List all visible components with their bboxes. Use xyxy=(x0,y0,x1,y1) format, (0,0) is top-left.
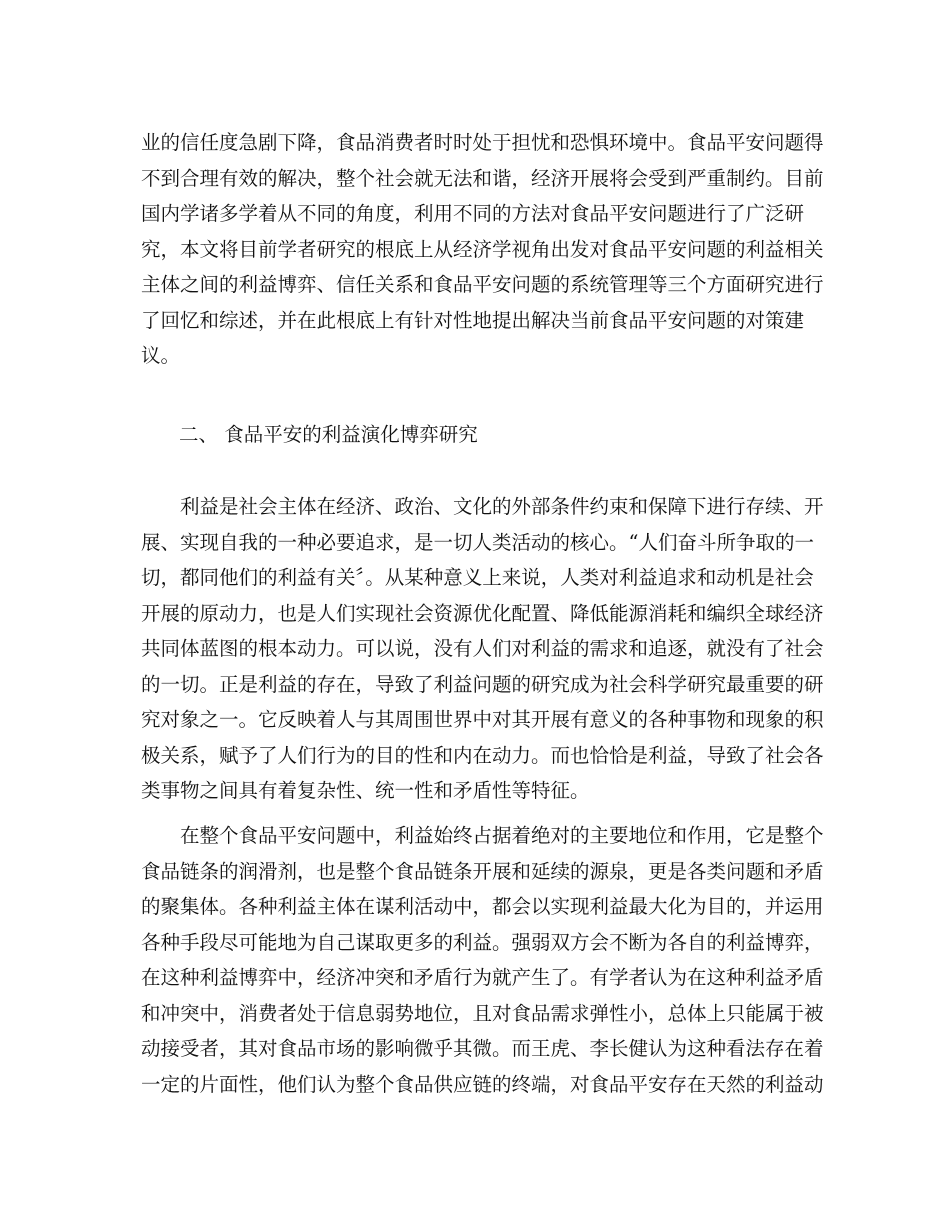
text-line: 究，本文将目前学者研究的根底上从经济学视角出发对食品平安问题的利益相关 xyxy=(141,237,824,261)
section-heading-text: 二、 食品平安的利益演化博弈研究 xyxy=(179,423,478,446)
text-line: 国内学诸多学着从不同的角度，利用不同的方法对食品平安问题进行了广泛研 xyxy=(141,202,805,225)
paragraph-interest-in-food-safety xyxy=(141,818,824,1102)
text-line: 不到合理有效的解决，整个社会就无法和谐，经济开展将会受到严重制约。目前 xyxy=(141,166,824,190)
text-line: 各种手段尽可能地为自己谋取更多的利益。强弱双方会不断为各自的利益博弈， xyxy=(141,930,824,954)
paragraph-intro-continuation xyxy=(141,125,824,374)
text-line: 展、实现自我的一种必要追求，是一切人类活动的核心。“人们奋斗所争取的一 xyxy=(141,530,814,554)
text-line: 切，都同他们的利益有关〞。从某种意义上来说，人类对利益追求和动机是社会 xyxy=(141,566,814,589)
text-line: 类事物之间具有着复杂性、统一性和矛盾性等特征。 xyxy=(141,779,590,802)
text-line: 一定的片面性，他们认为整个食品供应链的终端，对食品平安存在天然的利益动 xyxy=(141,1072,824,1096)
text-line: 和冲突中，消费者处于信息弱势地位，且对食品需求弹性小，总体上只能属于被 xyxy=(141,1001,824,1025)
text-line: 共同体蓝图的根本动力。可以说，没有人们对利益的需求和追逐，就没有了社会 xyxy=(141,637,824,660)
text-line: 利益是社会主体在经济、政治、文化的外部条件约束和保障下进行存续、开 xyxy=(180,495,824,518)
text-line: 动接受者，其对食品市场的影响微乎其微。而王虎、李长健认为这种看法存在着 xyxy=(141,1037,824,1060)
text-line: 极关系，赋予了人们行为的目的性和内在动力。而也恰恰是利益，导致了社会各 xyxy=(141,743,824,767)
text-line: 议。 xyxy=(141,344,181,367)
text-line: 了回忆和综述，并在此根底上有针对性地提出解决当前食品平安问题的对策建 xyxy=(141,308,805,332)
text-line: 主体之间的利益博弈、信任关系和食品平安问题的系统管理等三个方面研究进行 xyxy=(141,273,824,296)
text-line: 的聚集体。各种利益主体在谋利活动中，都会以实现利益最大化为目的，并运用 xyxy=(141,895,824,918)
text-line: 在这种利益博弈中，经济冲突和矛盾行为就产生了。有学者认为在这种利益矛盾 xyxy=(141,966,824,989)
text-line: 究对象之一。它反映着人与其周围世界中对其开展有意义的各种事物和现象的积 xyxy=(141,708,824,731)
text-line: 在整个食品平安问题中，利益始终占据着绝对的主要地位和作用，它是整个 xyxy=(180,824,824,847)
text-line: 开展的原动力，也是人们实现社会资源优化配置、降低能源消耗和编织全球经济 xyxy=(141,601,824,625)
section-heading xyxy=(141,417,801,453)
paragraph-interest-definition xyxy=(141,489,824,809)
text-line: 业的信任度急剧下降，食品消费者时时处于担忧和恐惧环境中。食品平安问题得 xyxy=(141,131,824,154)
text-line: 食品链条的润滑剂，也是整个食品链条开展和延续的源泉，更是各类问题和矛盾 xyxy=(141,859,824,883)
text-line: 的一切。正是利益的存在，导致了利益问题的研究成为社会科学研究最重要的研 xyxy=(141,672,824,696)
